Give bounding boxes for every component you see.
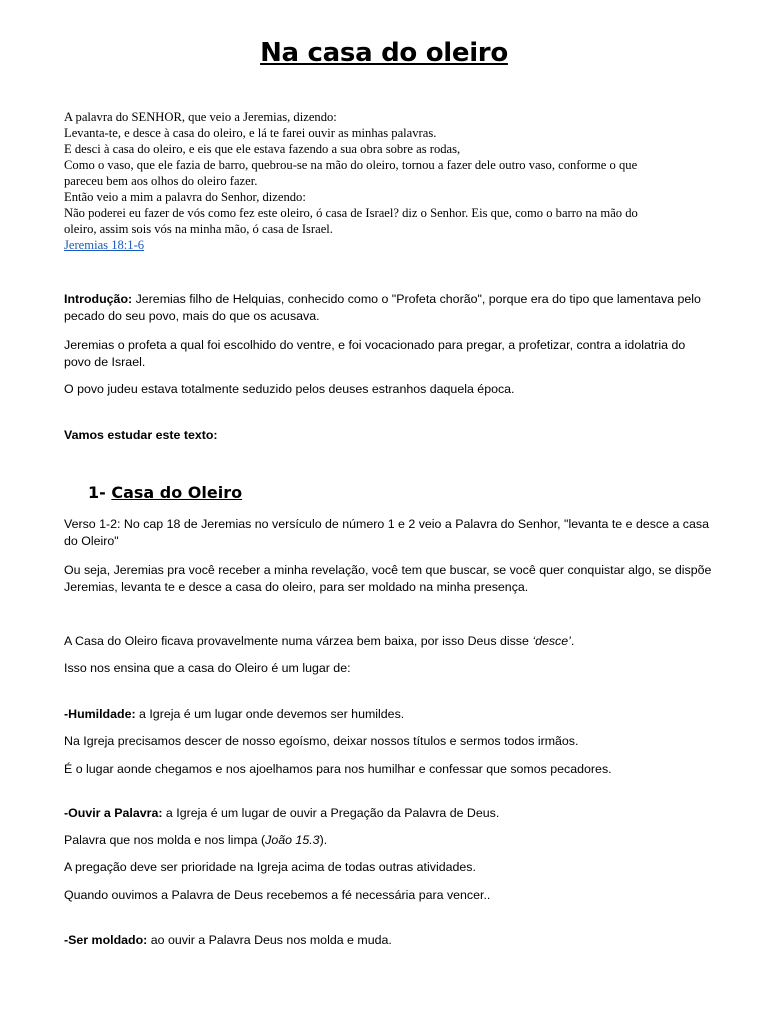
scripture-line: pareceu bem aos olhos do oleiro fazer. <box>64 174 258 188</box>
scripture-line: Como o vaso, que ele fazia de barro, quebrou-se na mão do oleiro, tornou a fazer dele outro vaso, conforme o que <box>64 158 638 172</box>
scripture-line: Não poderei eu fazer de vós como fez este oleiro, ó casa de Israel? diz o Senhor. Eis que, como o barro na mão do <box>64 206 638 220</box>
humildade-label: -Humildade: <box>64 707 136 721</box>
humildade-text: a Igreja é um lugar onde devemos ser humildes. <box>135 707 405 721</box>
ouvir-paragraph <box>64 805 714 822</box>
page-title: Na casa do oleiro <box>260 38 508 68</box>
ensina-paragraph: Isso nos ensina que a casa do Oleiro é um lugar de: <box>64 661 351 675</box>
scripture-reference-link[interactable]: Jeremias 18:1-6 <box>64 238 145 252</box>
scripture-line: oleiro, assim sois vós na minha mão, ó casa de Israel. <box>64 222 333 236</box>
ouvir-line-4: Quando ouvimos a Palavra de Deus recebemos a fé necessária para vencer.. <box>64 888 491 902</box>
ou-seja-paragraph: Ou seja, Jeremias pra você receber a minha revelação, você tem que buscar, se você quer conquistar algo, se dispõe Jeremias, levanta te e desce a casa do oleiro, para ser moldado na minha presença. <box>64 563 712 594</box>
intro-paragraph <box>64 291 714 325</box>
ouvir-line-2-start: Palavra que nos molda e nos limpa ( <box>64 833 266 847</box>
scripture-line: E desci à casa do oleiro, e eis que ele estava fazendo a sua obra sobre as rodas, <box>64 142 461 156</box>
scripture-line: A palavra do SENHOR, que veio a Jeremias, dizendo: <box>64 110 337 124</box>
moldado-text: ao ouvir a Palavra Deus nos molda e muda. <box>147 933 392 947</box>
ouvir-label: -Ouvir a Palavra: <box>64 806 163 820</box>
ouvir-text: a Igreja é um lugar de ouvir a Pregação da Palavra de Deus. <box>162 806 500 820</box>
humildade-line-3: É o lugar aonde chegamos e nos ajoelhamos para nos humilhar e confessar que somos pecadores. <box>64 762 612 776</box>
study-heading-text: Vamos estudar este texto: <box>64 428 218 442</box>
study-heading <box>64 427 714 444</box>
jeremias-paragraph: Jeremias o profeta a qual foi escolhido do ventre, e foi vocacionado para pregar, a profetizar, contra a idolatria do povo de Israel. <box>64 338 686 369</box>
scripture-passage <box>64 109 714 253</box>
varzea-end: . <box>570 634 575 648</box>
ouvir-line-3: A pregação deve ser prioridade na Igreja acima de todas outras atividades. <box>64 860 476 874</box>
intro-label: Introdução: <box>64 292 133 306</box>
intro-text: Jeremias filho de Helquias, conhecido como o "Profeta chorão", porque era do tipo que lamentava pelo pecado do seu povo, mais do que os acusava. <box>64 292 701 323</box>
ouvir-line-2 <box>64 832 714 849</box>
varzea-text: A Casa do Oleiro ficava provavelmente numa várzea bem baixa, por isso Deus disse <box>64 634 533 648</box>
moldado-label: -Ser moldado: <box>64 933 148 947</box>
ouvir-line-2-reference: João 15.3 <box>265 833 320 847</box>
section-heading-casa-do-oleiro <box>88 483 242 502</box>
moldado-paragraph <box>64 932 714 949</box>
varzea-emphasis: ‘desce’ <box>532 634 571 648</box>
humildade-line-2: Na Igreja precisamos descer de nosso egoísmo, deixar nossos títulos e sermos todos irmãos. <box>64 734 579 748</box>
ouvir-line-2-end: ). <box>319 833 328 847</box>
varzea-paragraph <box>64 633 714 650</box>
povo-paragraph: O povo judeu estava totalmente seduzido pelos deuses estranhos daquela época. <box>64 382 515 396</box>
section-title: Casa do Oleiro <box>111 483 243 502</box>
section-number: 1- <box>88 483 106 502</box>
humildade-paragraph <box>64 706 714 723</box>
scripture-line: Então veio a mim a palavra do Senhor, dizendo: <box>64 190 306 204</box>
verse-paragraph: Verso 1-2: No cap 18 de Jeremias no versículo de número 1 e 2 veio a Palavra do Senhor, "levanta te e desce a casa do Oleiro" <box>64 517 709 548</box>
scripture-line: Levanta-te, e desce à casa do oleiro, e lá te farei ouvir as minhas palavras. <box>64 126 437 140</box>
